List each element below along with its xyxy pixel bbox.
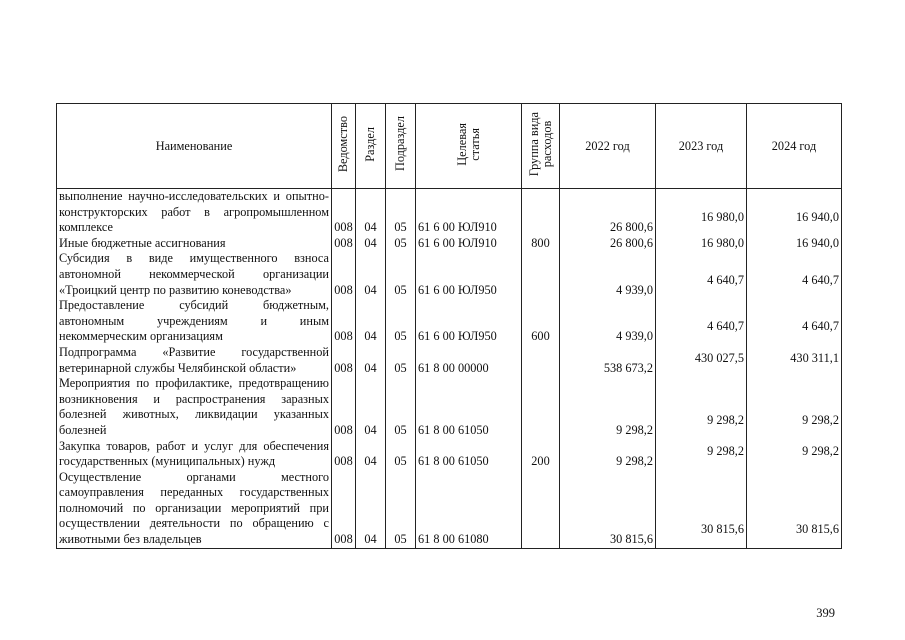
cell-name: Закупка товаров, работ и услуг для обеспечения государственных (муниципальных) нужд — [57, 439, 332, 470]
cell-2022: 4 939,0 — [560, 298, 656, 345]
header-vedomstvo: Ведомство — [332, 104, 356, 189]
table-row — [57, 470, 842, 548]
cell-razdel: 04 — [356, 345, 386, 376]
cell-vedomstvo: 008 — [332, 298, 356, 345]
header-gruppa-vida-rashodov: Группа вида расходов — [522, 104, 560, 189]
cell-2022: 538 673,2 — [560, 345, 656, 376]
cell-name: Осуществление органами местного самоуправления переданных государственных полномочий по организации мероприятий при осуществлении деятельности по обращению с животными без владельцев — [57, 470, 332, 548]
cell-gruppa-vida: 200 — [522, 439, 560, 470]
cell-vedomstvo: 008 — [332, 251, 356, 298]
cell-2022: 30 815,6 — [560, 470, 656, 548]
cell-2024: 9 298,2 — [747, 439, 842, 470]
cell-podrazdel: 05 — [386, 376, 416, 438]
cell-2023: 9 298,2 — [656, 376, 747, 438]
cell-vedomstvo: 008 — [332, 345, 356, 376]
cell-razdel: 04 — [356, 439, 386, 470]
cell-gruppa-vida — [522, 189, 560, 236]
cell-name: Субсидия в виде имущественного взноса автономной некоммерческой организации «Троицкий центр по развитию коневодства» — [57, 251, 332, 298]
cell-gruppa-vida — [522, 251, 560, 298]
header-celevaya-statya: Целевая статья — [416, 104, 522, 189]
page-number: 399 — [816, 606, 835, 620]
cell-celevaya-statya: 61 8 00 00000 — [416, 345, 522, 376]
table-row — [57, 251, 842, 298]
table-row — [57, 345, 842, 376]
table-header-row — [57, 104, 842, 189]
cell-name: Предоставление субсидий бюджетным, автономным учреждениям и иным некоммерческим организациям — [57, 298, 332, 345]
cell-name: Подпрограмма «Развитие государственной ветеринарной службы Челябинской области» — [57, 345, 332, 376]
cell-2023: 4 640,7 — [656, 298, 747, 345]
cell-2024: 30 815,6 — [747, 470, 842, 548]
cell-celevaya-statya: 61 8 00 61080 — [416, 470, 522, 548]
cell-podrazdel: 05 — [386, 470, 416, 548]
cell-razdel: 04 — [356, 470, 386, 548]
cell-2022: 26 800,6 — [560, 236, 656, 252]
cell-razdel: 04 — [356, 298, 386, 345]
cell-vedomstvo: 008 — [332, 189, 356, 236]
cell-celevaya-statya: 61 6 00 ЮЛ950 — [416, 251, 522, 298]
cell-celevaya-statya: 61 6 00 ЮЛ910 — [416, 189, 522, 236]
cell-razdel: 04 — [356, 251, 386, 298]
cell-2023: 4 640,7 — [656, 251, 747, 298]
cell-vedomstvo: 008 — [332, 470, 356, 548]
cell-podrazdel: 05 — [386, 189, 416, 236]
cell-gruppa-vida — [522, 376, 560, 438]
cell-razdel: 04 — [356, 189, 386, 236]
cell-gruppa-vida: 600 — [522, 298, 560, 345]
cell-celevaya-statya: 61 6 00 ЮЛ950 — [416, 298, 522, 345]
cell-podrazdel: 05 — [386, 439, 416, 470]
cell-2023: 30 815,6 — [656, 470, 747, 548]
cell-razdel: 04 — [356, 376, 386, 438]
header-name: Наименование — [57, 104, 332, 189]
cell-podrazdel: 05 — [386, 236, 416, 252]
cell-2024: 4 640,7 — [747, 298, 842, 345]
cell-podrazdel: 05 — [386, 298, 416, 345]
cell-2023: 430 027,5 — [656, 345, 747, 376]
cell-podrazdel: 05 — [386, 345, 416, 376]
header-podrazdel: Подраздел — [386, 104, 416, 189]
cell-podrazdel: 05 — [386, 251, 416, 298]
cell-celevaya-statya: 61 6 00 ЮЛ910 — [416, 236, 522, 252]
cell-2022: 9 298,2 — [560, 376, 656, 438]
cell-2024: 9 298,2 — [747, 376, 842, 438]
cell-2023: 16 980,0 — [656, 189, 747, 236]
cell-2024: 16 940,0 — [747, 189, 842, 236]
cell-gruppa-vida — [522, 345, 560, 376]
cell-gruppa-vida — [522, 470, 560, 548]
cell-vedomstvo: 008 — [332, 376, 356, 438]
cell-2022: 9 298,2 — [560, 439, 656, 470]
cell-celevaya-statya: 61 8 00 61050 — [416, 376, 522, 438]
header-razdel: Раздел — [356, 104, 386, 189]
header-2023: 2023 год — [656, 104, 747, 189]
cell-2024: 4 640,7 — [747, 251, 842, 298]
cell-gruppa-vida: 800 — [522, 236, 560, 252]
table-row — [57, 236, 842, 252]
cell-2023: 9 298,2 — [656, 439, 747, 470]
cell-2024: 16 940,0 — [747, 236, 842, 252]
table-row — [57, 189, 842, 236]
cell-name: Иные бюджетные ассигнования — [57, 236, 332, 252]
table-body — [57, 189, 842, 549]
cell-vedomstvo: 008 — [332, 236, 356, 252]
cell-2022: 4 939,0 — [560, 251, 656, 298]
budget-table — [56, 103, 842, 549]
cell-2022: 26 800,6 — [560, 189, 656, 236]
cell-name: выполнение научно-исследовательских и опытно-конструкторских работ в агропромышленном комплексе — [57, 189, 332, 236]
cell-name: Мероприятия по профилактике, предотвращению возникновения и распространения заразных болезней животных, ликвидации указанных болезней — [57, 376, 332, 438]
cell-celevaya-statya: 61 8 00 61050 — [416, 439, 522, 470]
table-row — [57, 298, 842, 345]
table-row — [57, 439, 842, 470]
cell-2024: 430 311,1 — [747, 345, 842, 376]
cell-vedomstvo: 008 — [332, 439, 356, 470]
header-2024: 2024 год — [747, 104, 842, 189]
header-2022: 2022 год — [560, 104, 656, 189]
table-row — [57, 376, 842, 438]
cell-2023: 16 980,0 — [656, 236, 747, 252]
cell-razdel: 04 — [356, 236, 386, 252]
